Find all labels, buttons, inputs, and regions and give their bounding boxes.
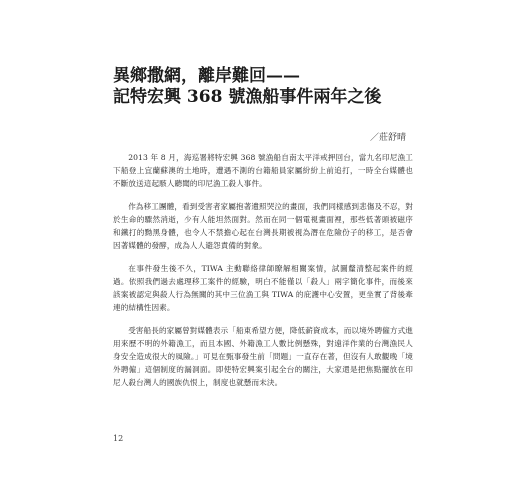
title-line-2: 記特宏興 368 號漁船事件兩年之後 <box>113 87 382 107</box>
article-title <box>113 66 443 108</box>
paragraph-1: 2013 年 8 月，海巡署將特宏興 368 號漁船自南太平洋戒押回台，當九名印尼漁工下船登上宜蘭蘇澳的土地時，遭遇不測的台籍船員家屬紛紛上前追打，一時全台媒體也不斷放送這起駭人聽聞的印尼漁工殺人事件。 <box>113 153 413 188</box>
page-number: 12 <box>113 434 124 443</box>
paragraph-4: 受害船長的家屬曾對媒體表示「船東希望方便，降低薪資成本，而以境外聘僱方式進用來歷不明的外籍漁工，而且本國、外籍漁工人數比例懸殊，對遠洋作業的台灣漁民人身安全造成很大的風險。」可見在甄事發生前「問題」一直存在著，但沒有人敢觀晚「境外聘僱」這個制度的漏洞面。即使特宏興案引起全台的關注，大家還是把焦點擺放在印尼人殺台灣人的國族仇恨上，制度也就懸而未決。 <box>113 326 413 387</box>
article-body <box>113 151 413 399</box>
title-line-1: 異鄉撒網，離岸難回—— <box>113 66 300 86</box>
paragraph-3: 在事件發生後不久，TIWA 主動聯絡律師瞭解相關案情，試圖釐清整起案件的經過。依照我們過去處理移工案件的經驗，明白不能僅以「殺人」兩字簡化事件，而後來該案被認定與殺人行為無關的其中三位漁工與 TIWA 的庇護中心安置，更坐實了背後牽連的結構性因素。 <box>113 264 413 312</box>
author-byline: ／莊舒晴 <box>369 133 406 143</box>
paragraph-2: 作為移工團體，看到受害者家屬抱著遺照哭泣的畫面，我們同樣感到悲傷及不忍，對於生命的驟然消逝，少有人能坦然面對。然而在同一個電視畫面裡，那些低著頭被磁序和鐵打的黝黑身體，也令人不禁擔心起在台灣長期被視為潛在危險份子的移工，是否會因著媒體的發酵，成為人人避怨責備的對象。 <box>113 202 413 250</box>
